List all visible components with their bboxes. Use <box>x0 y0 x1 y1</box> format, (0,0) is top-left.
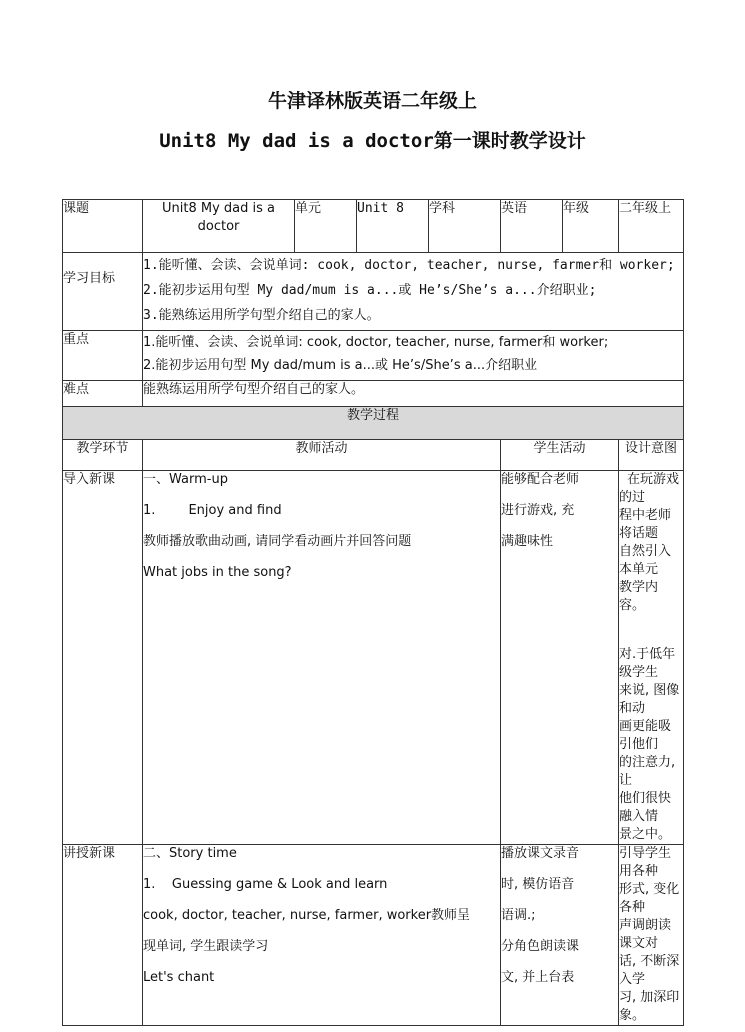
lesson-plan-table <box>62 199 684 1026</box>
unit-value: Unit 8 <box>357 200 429 253</box>
objective-item: 2.能初步运用句型 My dad/mum is a...或 He’s/She’s a...介绍职业; <box>143 283 597 298</box>
stage-cell: 讲授新课 <box>63 845 143 1026</box>
intent-line: 对.于低年级学生 <box>619 647 676 680</box>
intent-line: 引导学生用各种 <box>619 846 672 879</box>
document-subtitle: Unit8 My dad is a doctor第一课时教学设计 <box>159 130 586 152</box>
intent-line: 教学内容。 <box>619 580 659 613</box>
header-stage: 教学环节 <box>63 440 143 471</box>
intent-line: 自然引入本单元 <box>619 544 672 577</box>
intent-line: 话, 不断深入学 <box>619 954 680 987</box>
intent-line: 景之中。 <box>619 827 672 842</box>
teacher-activity-cell <box>143 471 501 845</box>
teacher-line: 一、Warm-up <box>143 472 228 487</box>
student-line: 时, 模仿语音 <box>501 877 575 892</box>
teacher-line: 二、Story time <box>143 846 237 861</box>
student-line: 播放课文录音 <box>501 846 580 861</box>
intent-line: 声调朗读课文对 <box>619 918 672 951</box>
intent-cell <box>619 471 684 845</box>
difficulty-label: 难点 <box>63 381 143 407</box>
difficulty-row <box>63 381 684 407</box>
intent-line: 习, 加深印象。 <box>619 990 680 1023</box>
intent-line: 来说, 图像和动 <box>619 683 680 716</box>
grade-value: 二年级上 <box>619 200 684 253</box>
key-points-content <box>143 331 684 381</box>
teacher-line: 现单词, 学生跟读学习 <box>143 939 269 954</box>
student-line: 文, 并上台表 <box>501 970 575 985</box>
student-activity-cell <box>501 471 619 845</box>
process-band-label: 教学过程 <box>63 407 684 440</box>
topic-value: Unit8 My dad is a doctor <box>143 200 295 253</box>
intent-line: 的注意力, 让 <box>619 755 676 788</box>
student-line: 满趣味性 <box>501 534 554 549</box>
subject-label: 学科 <box>429 200 501 253</box>
process-row-intro <box>63 471 684 845</box>
objectives-label: 学习目标 <box>63 253 143 331</box>
intent-cell <box>619 845 684 1026</box>
intent-line: 形式, 变化各种 <box>619 882 680 915</box>
student-line: 分角色朗读课 <box>501 939 580 954</box>
subject-value: 英语 <box>501 200 563 253</box>
process-row-new-lesson <box>63 845 684 1026</box>
key-point-item: 1.能听懂、会读、会说单词: cook, doctor, teacher, nurse, farmer和 worker; <box>143 335 609 350</box>
teacher-line: 教师播放歌曲动画, 请同学看动画片并回答问题 <box>143 534 412 549</box>
intent-line <box>619 615 683 646</box>
header-teacher: 教师活动 <box>143 440 501 471</box>
header-intent: 设计意图 <box>619 440 684 471</box>
teacher-line: 1. Guessing game & Look and learn <box>143 877 388 892</box>
student-activity-cell <box>501 845 619 1026</box>
objective-item: 1.能听懂、会读、会说单词: cook, doctor, teacher, nurse, farmer和 worker; <box>143 258 675 273</box>
intent-line: 程中老师将话题 <box>619 508 672 541</box>
teacher-line: cook, doctor, teacher, nurse, farmer, worker教师呈 <box>143 908 471 923</box>
stage-cell: 导入新课 <box>63 471 143 845</box>
unit-label: 单元 <box>295 200 357 253</box>
process-band <box>63 407 684 440</box>
student-line: 语调.; <box>501 908 536 923</box>
intent-line: 画更能吸引他们 <box>619 719 672 752</box>
teacher-line: What jobs in the song? <box>143 565 292 580</box>
teacher-activity-cell <box>143 845 501 1026</box>
student-line: 能够配合老师 <box>501 472 580 487</box>
process-header-row <box>63 440 684 471</box>
difficulty-content: 能熟练运用所学句型介绍自己的家人。 <box>143 381 684 407</box>
student-line: 进行游戏, 充 <box>501 503 575 518</box>
teacher-line: Let's chant <box>143 970 215 985</box>
intent-line: 他们很快融入情 <box>619 791 672 824</box>
info-row <box>63 200 684 253</box>
objective-item: 3.能熟练运用所学句型介绍自己的家人。 <box>143 308 380 323</box>
grade-label: 年级 <box>563 200 619 253</box>
teacher-line: 1. Enjoy and find <box>143 503 282 518</box>
key-points-row <box>63 331 684 381</box>
key-points-label: 重点 <box>63 331 143 381</box>
objectives-row <box>63 253 684 331</box>
key-point-item: 2.能初步运用句型 My dad/mum is a...或 He’s/She’s a...介绍职业 <box>143 358 538 373</box>
header-student: 学生活动 <box>501 440 619 471</box>
objectives-content <box>143 253 684 331</box>
document-title: 牛津译林版英语二年级上 <box>267 90 477 112</box>
intent-line: 在玩游戏的过 <box>619 472 680 505</box>
topic-label: 课题 <box>63 200 143 253</box>
